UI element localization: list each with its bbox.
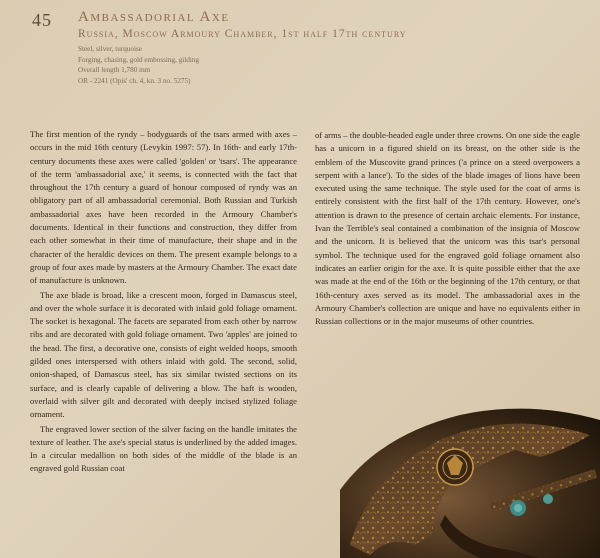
right-paragraph: of arms – the double-headed eagle under three crowns. On one side the eagle has a unicorn in a figured shield on its breast, on the other side is the emblem of the Muscovite grand princes ('a prince on a steed overpowers a serpent with a lance'). To the sides of the blade images of lions have been executed using the same technique. The style used for the coat of arms is entirely consistent with the first half of the 17th century. However, one's attention is drawn to the presence of certain archaic elements. For instance, Ivan the Terrible's seal contained a combination of the insignia of Moscow and the unicorn. It is believed that the unicorn was this tsar's personal symbol. The technique used for the engraved gold foliage ornament also indicates an earlier origin for the axe. It is quite possible either that the axe was made at the end of the 16th or the beginning of the 17th century, or that 16th-century axes served as its model. The ambassadorial axes in the Armoury Chamber's collection are unique and have no equivalents either in Russian collections or in the major museums of other countries. xyxy=(315,130,580,327)
entry-subtitle: Russia, Moscow Armoury Chamber, 1st half 17th century xyxy=(78,28,407,40)
left-paragraph: The axe blade is broad, like a crescent moon, forged in Damascus steel, and over the whole surface it is decorated with inlaid gold foliage ornament. The socket is hexagonal. The facets are separated from each other by narrow ribs and are decorated with gold foliage ornament. Two 'apples' are joined to the head. The first, a decorative one, consists of eight welded hoops, smooth gilded ones interspersed with others inlaid with gold. The second, solid, onion-shaped, of Damascus steel, has six similar twisted sections on its surface, and is clearly capable of delivering a blow. The haft is wooden, overlaid with silver gilt and decorated with deeply incised stylized foliage ornament. xyxy=(30,289,297,420)
meta-techniques: Forging, chasing, gold embossing, gilding xyxy=(78,55,200,64)
axe-photo xyxy=(340,395,600,558)
right-text-column xyxy=(315,129,580,328)
meta-length: Overall length 1,780 mm xyxy=(78,66,151,75)
meta-inventory: OR - 2241 (Opis' ch. 4, kn. 3 no. 5275) xyxy=(78,76,191,85)
entry-metadata xyxy=(78,44,199,86)
meta-materials: Steel, silver, turquoise xyxy=(78,45,142,53)
ambassadorial-axe-photo xyxy=(340,395,600,558)
catalog-number: 45 xyxy=(32,10,52,30)
left-paragraph: The engraved lower section of the silver facing on the handle imitates the texture of leather. The axe's special status is underlined by the added images. In a circular medallion on both sides of the middle of the blade is an engraved gold Russian coat xyxy=(30,423,297,474)
left-text-column xyxy=(30,128,297,476)
left-paragraph: The first mention of the ryndy – bodyguards of the tsars armed with axes – occurs in the mid 16th century (Levykin 1997: 57). In 16th- and early 17th-century documents these axes were called 'golden' or 'tsars'. The appearance of the term 'ambassadorial axe,' it seems, is connected with the fact that throughout the 17th century a guard of honour composed of ryndy was an obligatory part of all ambassadorial ceremonial. Both Russian and Turkish ambassadorial axes have been recorded in the Armoury Chamber's documents. Identical in their functions and construction, they differ from each other somewhat in their time of manufacture, their shape and in the character of the heraldic devices on them. The present example belongs to a group of four axes made by masters at the Armoury Chamber. The exact date of manufacture is unknown. xyxy=(30,129,297,286)
entry-title: Ambassadorial Axe xyxy=(78,9,230,25)
